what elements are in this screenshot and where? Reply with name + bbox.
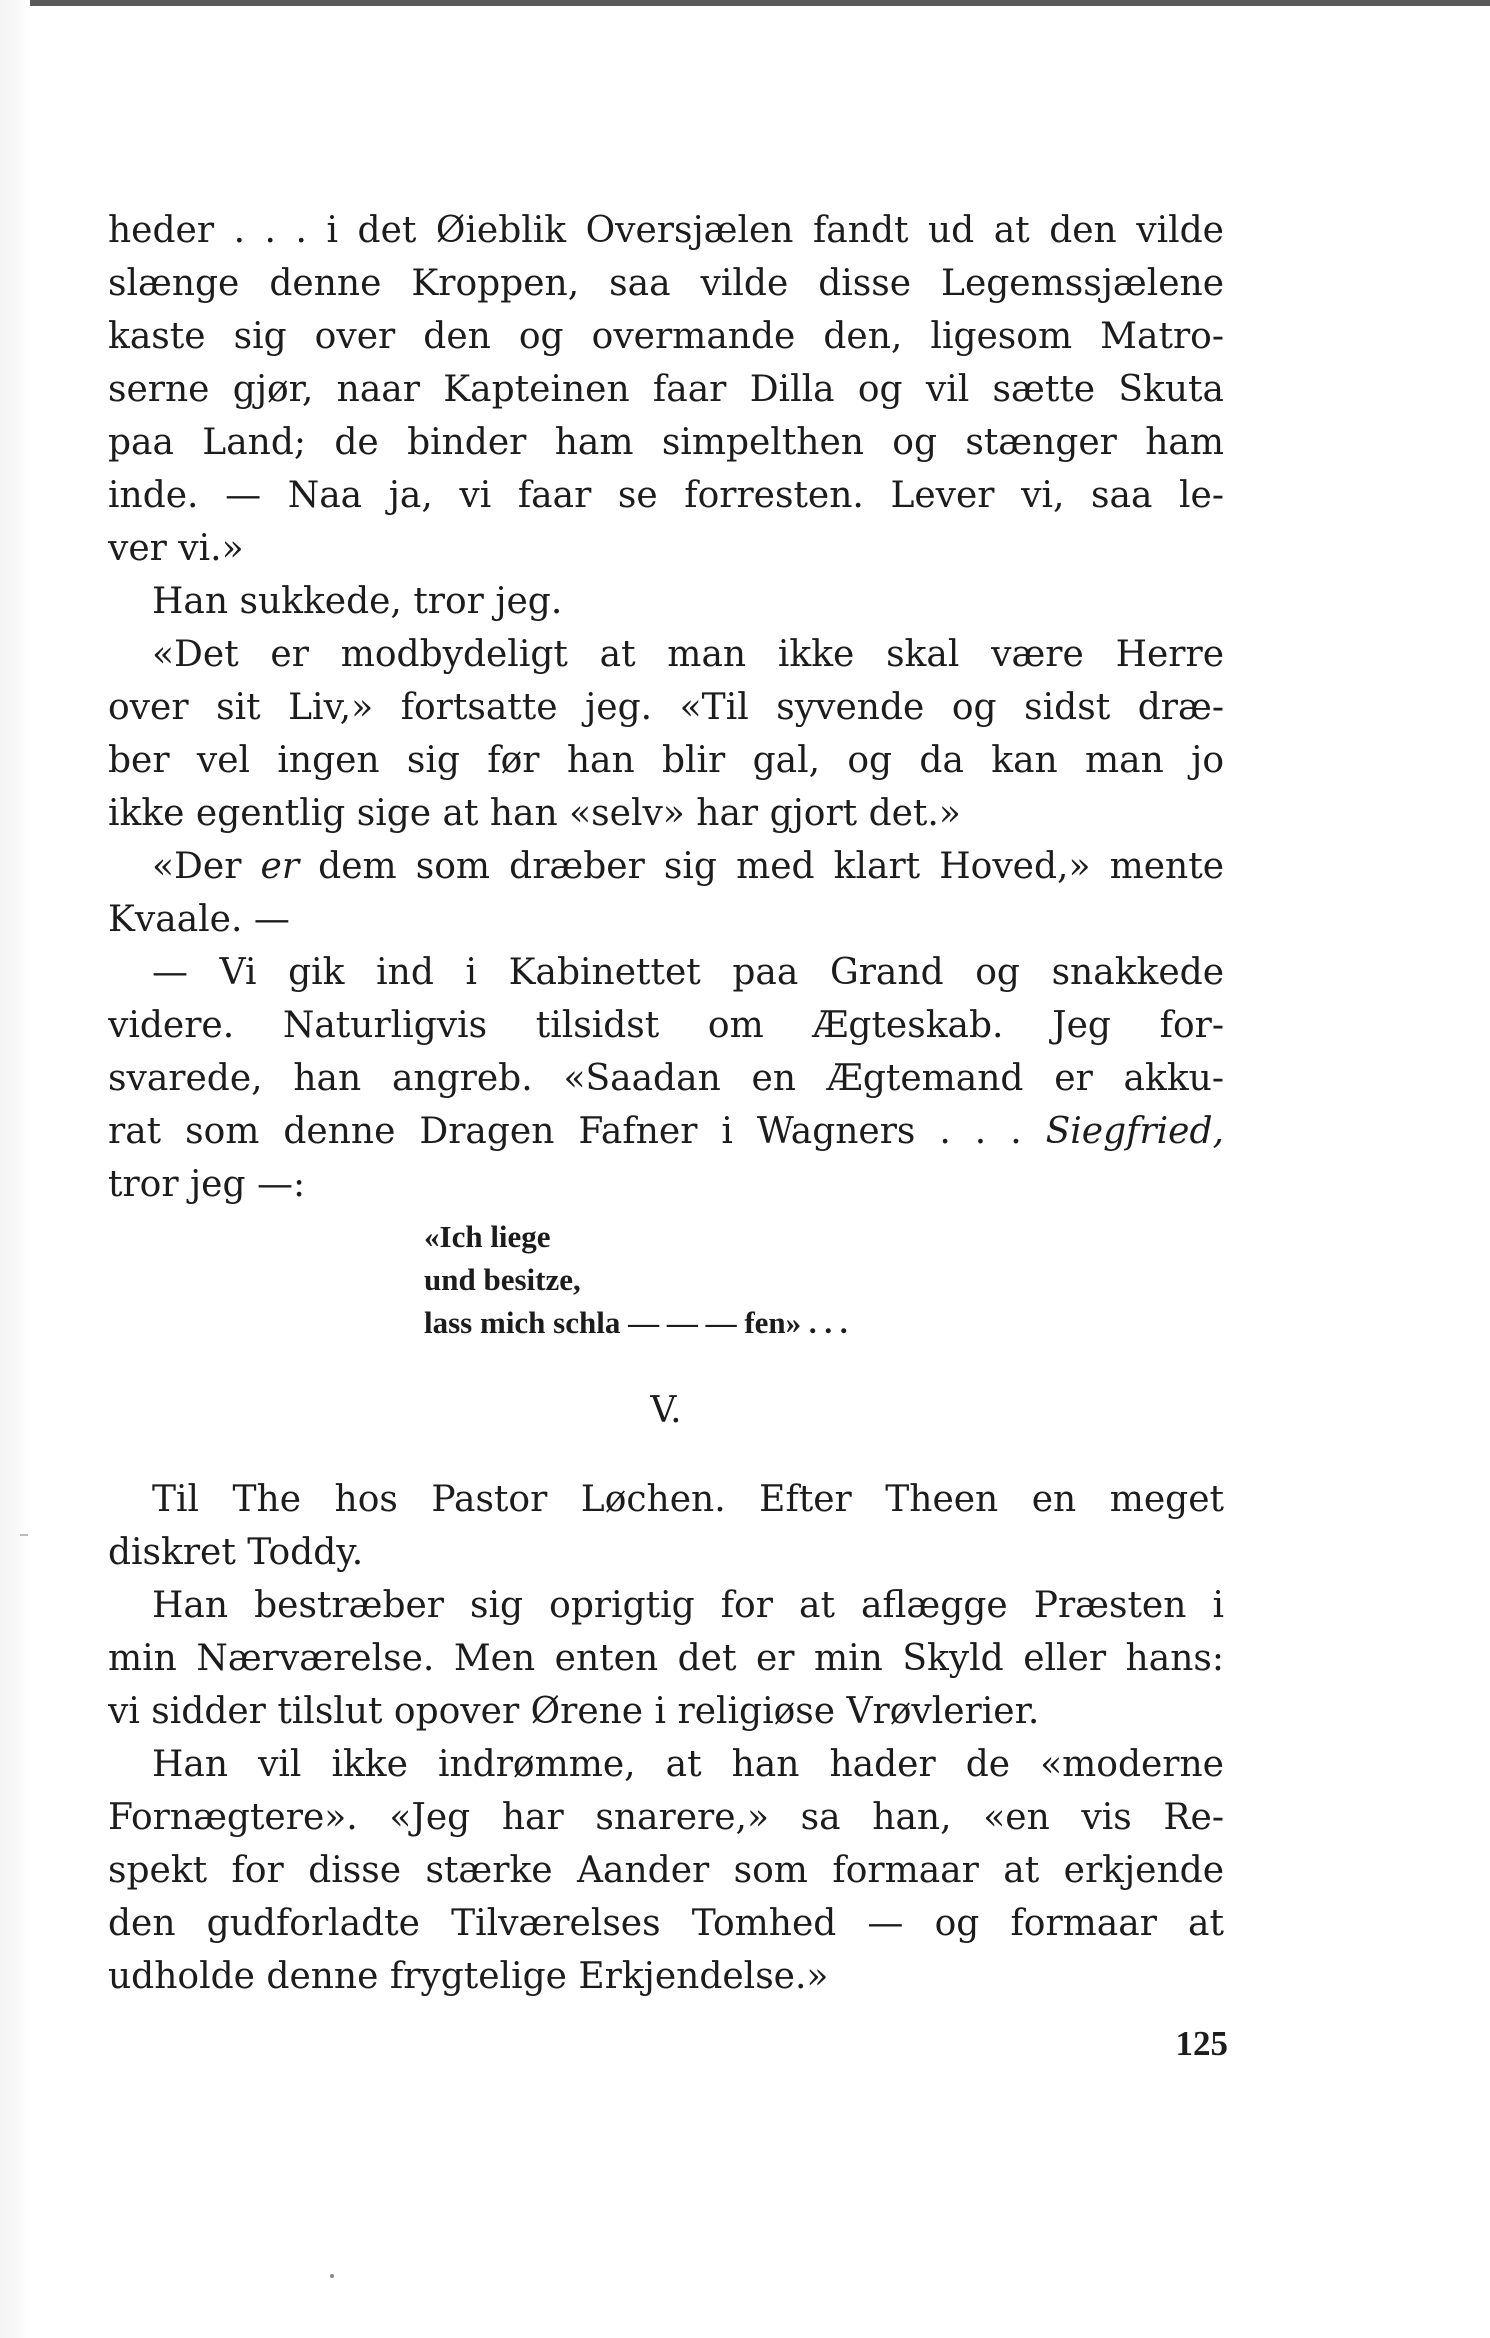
- verse-line: und besitze,: [424, 1262, 581, 1297]
- text-line: diskret Toddy.: [108, 1532, 364, 1573]
- text-line: videre. Naturligvis tilsidst om Ægteskab. Jeg for-: [108, 1005, 1224, 1046]
- text-line: heder . . . i det Øieblik Oversjælen fandt ud at den vilde: [108, 210, 1224, 251]
- verse-quote: [108, 1215, 1224, 1344]
- page-number: 125: [1175, 2024, 1228, 2063]
- text-line: inde. — Naa ja, vi faar se forresten. Lever vi, saa le-: [108, 475, 1224, 516]
- text-line: — Vi gik ind i Kabinettet paa Grand og snakkede: [152, 952, 1224, 993]
- page-left-edge: [0, 0, 30, 2338]
- verse-line: «Ich liege: [424, 1219, 551, 1254]
- text-line: spekt for disse stærke Aander som formaar at erkjende: [108, 1850, 1224, 1891]
- text-line: slænge denne Kroppen, saa vilde disse Legemssjælene: [108, 263, 1224, 304]
- text-line: min Nærværelse. Men enten det er min Skyld eller hans:: [108, 1638, 1224, 1679]
- text-line: «Det er modbydeligt at man ikke skal være Herre: [152, 634, 1224, 675]
- text-line: Fornægtere». «Jeg har snarere,» sa han, «en vis Re-: [108, 1797, 1224, 1838]
- section-heading: V.: [650, 1390, 682, 1431]
- text-line: over sit Liv,» fortsatte jeg. «Til syvende og sidst dræ-: [108, 687, 1224, 728]
- text-line: ber vel ingen sig før han blir gal, og da kan man jo: [108, 740, 1224, 781]
- text-fragment: dem som dræber sig med klart Hoved,» mente: [318, 846, 1224, 887]
- text-line: Han vil ikke indrømme, at han hader de «moderne: [152, 1744, 1224, 1785]
- text-line: [108, 1105, 1224, 1158]
- margin-mark: [20, 1534, 28, 1536]
- print-speck: [330, 2274, 334, 2278]
- text-line: Til The hos Pastor Løchen. Efter Theen en meget: [152, 1479, 1224, 1520]
- text-line: [108, 840, 1224, 893]
- text-fragment: «Der: [152, 846, 242, 887]
- text-line: Kvaale. —: [108, 899, 290, 940]
- text-fragment: rat som denne Dragen Fafner i Wagners . . .: [108, 1111, 1022, 1152]
- text-line: kaste sig over den og overmande den, ligesom Matro-: [108, 316, 1224, 357]
- text-line: Han bestræber sig oprigtig for at aflægge Præsten i: [152, 1585, 1224, 1626]
- text-line: paa Land; de binder ham simpelthen og stænger ham: [108, 422, 1224, 463]
- page-top-edge: [0, 0, 1490, 6]
- text-line: udholde denne frygtelige Erkjendelse.»: [108, 1956, 829, 1997]
- text-line: Han sukkede, tror jeg.: [152, 581, 563, 622]
- text-line: serne gjør, naar Kapteinen faar Dilla og vil sætte Skuta: [108, 369, 1224, 410]
- text-line: tror jeg —:: [108, 1164, 306, 1205]
- text-line: ver vi.»: [108, 528, 244, 569]
- text-line: den gudforladte Tilværelses Tomhed — og formaar at: [108, 1903, 1224, 1944]
- text-line: svarede, han angreb. «Saadan en Ægtemand er akku-: [108, 1058, 1224, 1099]
- italic-word: er: [260, 846, 300, 887]
- text-line: vi sidder tilslut opover Ørene i religiøse Vrøvlerier.: [108, 1691, 1040, 1732]
- verse-line: lass mich schla — — — fen» . . .: [424, 1305, 848, 1340]
- italic-title: Siegfried,: [1045, 1111, 1224, 1152]
- page-text: [108, 204, 1224, 2003]
- text-line: ikke egentlig sige at han «selv» har gjort det.»: [108, 793, 961, 834]
